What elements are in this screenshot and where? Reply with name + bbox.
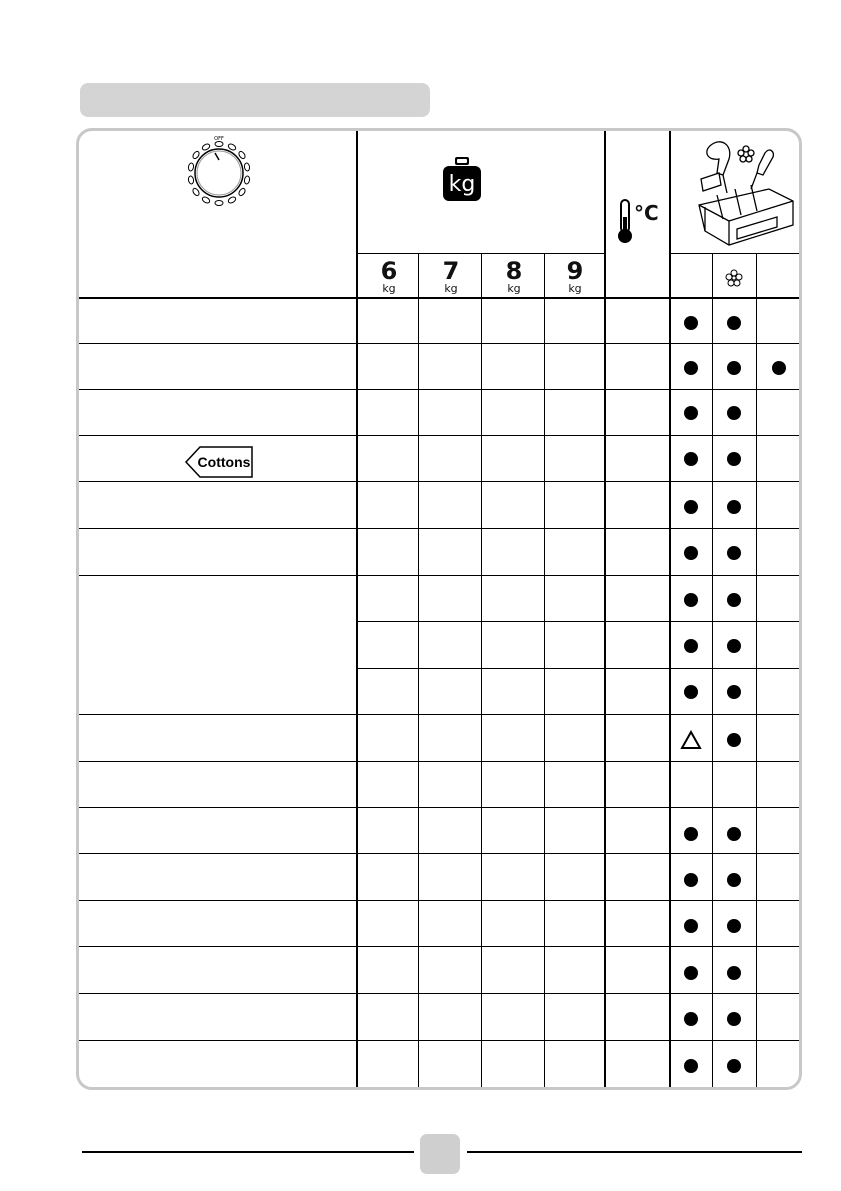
- row-rule: [79, 853, 802, 854]
- detergent-dot-icon: [684, 1059, 698, 1073]
- row-rule: [356, 621, 802, 622]
- load-number: 8: [505, 257, 523, 285]
- detergent-dot-icon: [727, 593, 741, 607]
- load-unit: kg: [444, 282, 458, 295]
- kg-icon-label: kg: [448, 172, 476, 197]
- header-body-separator: [79, 297, 802, 299]
- row-rule: [79, 1040, 802, 1041]
- row-rule: [79, 575, 802, 576]
- load-column-6kg: [358, 259, 420, 295]
- load-weight-icon: [443, 157, 481, 201]
- row-rule: [79, 435, 802, 436]
- detergent-dot-icon: [727, 827, 741, 841]
- temperature-unit-label: °C: [634, 201, 659, 225]
- detergent-dot-icon: [727, 406, 741, 420]
- detergent-dot-icon: [684, 361, 698, 375]
- column-divider-load: [604, 131, 606, 1087]
- detergent-dot-icon: [684, 1012, 698, 1026]
- cottons-program-tag: [184, 445, 254, 479]
- section-title-bar: [80, 83, 430, 117]
- detergent-dot-icon: [727, 1012, 741, 1026]
- load-unit: kg: [382, 282, 396, 295]
- header-rule-detergent: [669, 253, 802, 254]
- load-number: 7: [442, 257, 460, 285]
- column-divider-temperature: [669, 131, 671, 1087]
- row-rule: [79, 993, 802, 994]
- detergent-dot-icon: [727, 1059, 741, 1073]
- detergent-dot-icon: [684, 639, 698, 653]
- program-table: [76, 128, 802, 1090]
- column-divider-kg: [544, 253, 545, 1087]
- detergent-optional-triangle-icon: [680, 730, 702, 750]
- detergent-dot-icon: [727, 452, 741, 466]
- detergent-dot-icon: [727, 361, 741, 375]
- detergent-dot-icon: [684, 966, 698, 980]
- detergent-dot-icon: [727, 685, 741, 699]
- row-rule: [79, 900, 802, 901]
- load-column-8kg: [483, 259, 545, 295]
- load-column-7kg: [420, 259, 482, 295]
- detergent-dot-icon: [684, 593, 698, 607]
- detergent-dot-icon: [727, 733, 741, 747]
- detergent-dot-icon: [684, 685, 698, 699]
- detergent-dot-icon: [727, 316, 741, 330]
- detergent-dot-icon: [727, 873, 741, 887]
- row-rule: [79, 481, 802, 482]
- detergent-dot-icon: [684, 546, 698, 560]
- detergent-dot-icon: [727, 546, 741, 560]
- thermometer-icon: [616, 199, 634, 245]
- detergent-dot-icon: [684, 827, 698, 841]
- program-dial-icon: [179, 133, 259, 213]
- row-rule: [79, 946, 802, 947]
- detergent-dot-icon: [727, 639, 741, 653]
- row-rule: [79, 528, 802, 529]
- load-unit: kg: [507, 282, 521, 295]
- row-rule: [356, 668, 802, 669]
- detergent-dot-icon: [727, 966, 741, 980]
- row-rule: [79, 761, 802, 762]
- detergent-dot-icon: [684, 316, 698, 330]
- detergent-dot-icon: [727, 500, 741, 514]
- footer-rule-right: [467, 1151, 802, 1153]
- load-unit: kg: [568, 282, 582, 295]
- column-divider-detergent: [756, 253, 757, 1087]
- softener-flower-icon: [725, 269, 743, 287]
- row-rule: [79, 714, 802, 715]
- detergent-dot-icon: [727, 919, 741, 933]
- dial-off-mark: OFF: [214, 136, 224, 142]
- detergent-dot-icon: [684, 406, 698, 420]
- load-column-9kg: [544, 259, 606, 295]
- cottons-tag-label: Cottons: [197, 454, 251, 470]
- row-rule: [79, 343, 802, 344]
- detergent-dot-icon: [772, 361, 786, 375]
- load-number: 6: [380, 257, 398, 285]
- header-rule-kg: [356, 253, 604, 254]
- column-divider-kg: [418, 253, 419, 1087]
- detergent-dot-icon: [684, 452, 698, 466]
- column-divider-kg: [481, 253, 482, 1087]
- column-divider-program: [356, 131, 358, 1087]
- row-rule: [79, 389, 802, 390]
- row-rule: [79, 807, 802, 808]
- detergent-drawer-icon: [689, 135, 801, 253]
- detergent-dot-icon: [684, 500, 698, 514]
- detergent-dot-icon: [684, 919, 698, 933]
- detergent-dot-icon: [684, 873, 698, 887]
- load-number: 9: [566, 257, 584, 285]
- page-number-marker: [420, 1134, 460, 1174]
- column-divider-detergent: [712, 253, 713, 1087]
- footer-rule-left: [82, 1151, 414, 1153]
